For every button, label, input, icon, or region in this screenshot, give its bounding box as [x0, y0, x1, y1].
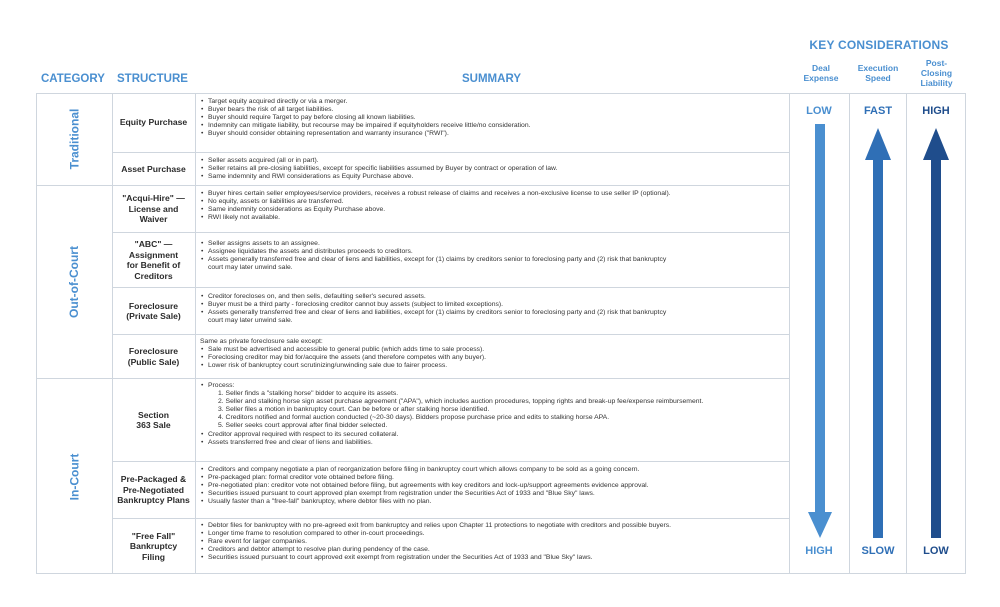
- summary-bullet: • Seller retains all pre-closing liabilities, except for specific liabilities assumed by Buyer by contract or operation of law.: [200, 165, 788, 173]
- summary-bullet: 4. Creditors notified and formal auction conducted (~20-30 days). Bidders propose purchase price and edits to stalking horse APA.: [218, 414, 610, 422]
- summary-bullet: • Creditor forecloses on, and then sells, defaulting seller's secured assets.: [200, 293, 788, 301]
- summary-bullet: • Buyer hires certain seller employees/service providers, receives a robust release of claims and receives a non-exclusive license to use seller IP (optional).: [200, 190, 788, 198]
- structure-asset-purchase: Asset Purchase: [121, 163, 186, 174]
- summary-bullet: • Creditors and company negotiate a plan of reorganization before filing in bankruptcy court which allows company to be sold as a going concern.: [200, 466, 788, 474]
- summary-bullet: • RWI likely not available.: [200, 214, 788, 222]
- summary-bullet: • Same indemnity and RWI considerations as Equity Purchase above.: [200, 173, 788, 181]
- key-considerations-title: KEY CONSIDERATIONS: [809, 38, 949, 52]
- summary-header: SUMMARY: [462, 73, 521, 85]
- structure-free-fall: "Free Fall" Bankruptcy Filing: [129, 530, 178, 562]
- summary-bullet: • Seller assigns assets to an assignee.: [200, 240, 788, 248]
- summary-bullet: • Seller assets acquired (all or in part).: [200, 157, 788, 165]
- summary-bullet: • Process:: [200, 382, 788, 390]
- structure-header: STRUCTURE: [117, 73, 188, 85]
- category-label: Traditional: [67, 108, 81, 170]
- summary-bullet: • Indemnity can mitigate liability, but recourse may be impaired if equityholders receive little/no consideration.: [200, 122, 788, 130]
- summary-bullet: court may later unwind sale.: [208, 317, 293, 325]
- structure-foreclosure-public: Foreclosure (Public Sale): [127, 346, 180, 367]
- summary-bullet: • Sale must be advertised and accessible to general public (which adds time to sale process).: [200, 346, 788, 354]
- execution-speed-arrow-shaft: [873, 158, 883, 538]
- summary-bullet: • Securities issued pursuant to court approved exit exempt from registration under the Securities Act of 1933 and "Blue Sky" laws.: [200, 554, 788, 562]
- structure-equity-purchase: Equity Purchase: [119, 117, 188, 128]
- summary-bullet: • Assets transferred free and clear of liens and liabilities.: [200, 439, 788, 447]
- structure-prepackaged: Pre-Packaged & Pre-Negotiated Bankruptcy Plans: [117, 474, 190, 506]
- summary-bullet: 5. Seller seeks court approval after final bidder selected.: [218, 422, 388, 430]
- summary-bullet: 1. Seller finds a "stalking horse" bidder to acquire its assets.: [218, 390, 399, 398]
- execution-speed-bottom: SLOW: [861, 545, 895, 557]
- summary-bullet: 2. Seller and stalking horse sign asset purchase agreement ("APA"), which includes auction procedures, topping rights and break-up fee/expense reimbursement.: [218, 398, 704, 406]
- deal-expense-header: Deal Expense: [803, 63, 839, 83]
- execution-speed-header: Execution Speed: [857, 63, 899, 83]
- deal-expense-bottom: HIGH: [805, 545, 833, 557]
- summary-bullet: • Securities issued pursuant to court approved plan exempt from registration under the Securities Act of 1933 and "Blue Sky" laws.: [200, 490, 788, 498]
- summary-bullet: • Buyer bears the risk of all target liabilities.: [200, 106, 788, 114]
- summary-bullet: • Target equity acquired directly or via a merger.: [200, 98, 788, 106]
- post-closing-arrow-head: [923, 128, 949, 160]
- summary-bullet: • Assets generally transferred free and clear of liens and liabilities, except for (1) claims by creditors senior to foreclosing party and (2) risk that bankruptcy: [200, 256, 788, 264]
- summary-bullet: • Foreclosing creditor may bid for/acquire the assets (and therefore competes with any buyer).: [200, 354, 788, 362]
- summary-bullet: • Assignee liquidates the assets and distributes proceeds to creditors.: [200, 248, 788, 256]
- summary-bullet: • Usually faster than a "free-fall" bankruptcy, where debtor files with no plan.: [200, 498, 788, 506]
- summary-bullet: • Rare event for larger companies.: [200, 538, 788, 546]
- execution-speed-top: FAST: [863, 105, 893, 117]
- summary-bullet: court may later unwind sale.: [208, 264, 293, 272]
- post-closing-bottom: LOW: [923, 545, 949, 557]
- summary-bullet: • Same indemnity considerations as Equity Purchase above.: [200, 206, 788, 214]
- structure-acqui-hire: "Acqui-Hire" — License and Waiver: [122, 193, 185, 225]
- deal-expense-top: LOW: [806, 105, 832, 117]
- summary-bullet: • Debtor files for bankruptcy with no pre-agreed exit from bankruptcy and relies upon Chapter 11 protections to negotiate with creditors and possible buyers.: [200, 522, 788, 530]
- summary-bullet: • Buyer should consider obtaining representation and warranty insurance ("RWI").: [200, 130, 788, 138]
- post-closing-arrow-shaft: [931, 158, 941, 538]
- deal-expense-arrow-shaft: [815, 124, 825, 514]
- structure-abc: "ABC" — Assignment for Benefit of Creditors: [126, 239, 181, 281]
- summary-bullet: • Buyer must be a third party - foreclosing creditor cannot buy assets (subject to limited exceptions).: [200, 301, 788, 309]
- summary-bullet: • Pre-negotiated plan: creditor vote not obtained before filing, but agreements with key creditors and lock-up/support agreements evidence approval.: [200, 482, 788, 490]
- execution-speed-arrow-head: [865, 128, 891, 160]
- post-closing-liability-header: Post- Closing Liability: [920, 58, 953, 88]
- post-closing-top: HIGH: [922, 105, 950, 117]
- summary-bullet: • Longer time frame to resolution compared to other in-court proceedings.: [200, 530, 788, 538]
- deal-expense-arrow-head: [808, 512, 832, 538]
- structure-foreclosure-private: Foreclosure (Private Sale): [126, 300, 181, 321]
- summary-bullet: • Creditors and debtor attempt to resolve plan during pendency of the case.: [200, 546, 788, 554]
- summary-bullet: • Creditor approval required with respect to its secured collateral.: [200, 431, 788, 439]
- summary-bullet: • Assets generally transferred free and clear of liens and liabilities, except for (1) claims by creditors senior to foreclosing party and (2) risk that bankruptcy: [200, 309, 788, 317]
- summary-intro: Same as private foreclosure sale except:: [200, 338, 323, 345]
- category-label: Out-of-Court: [66, 246, 81, 318]
- summary-bullet: • Pre-packaged plan: formal creditor vote obtained before filing.: [200, 474, 788, 482]
- category-label: In-Court: [67, 453, 81, 500]
- summary-bullet: • Lower risk of bankruptcy court scrutinizing/unwinding sale due to fairer process.: [200, 362, 788, 370]
- summary-bullet: • No equity, assets or liabilities are transferred.: [200, 198, 788, 206]
- structure-section-363: Section 363 Sale: [136, 409, 171, 430]
- summary-bullet: 3. Seller files a motion in bankruptcy court. Can be before or after stalking horse identified.: [218, 406, 490, 414]
- summary-bullet: • Buyer should require Target to pay before closing all known liabilities.: [200, 114, 788, 122]
- category-header: CATEGORY: [41, 73, 105, 85]
